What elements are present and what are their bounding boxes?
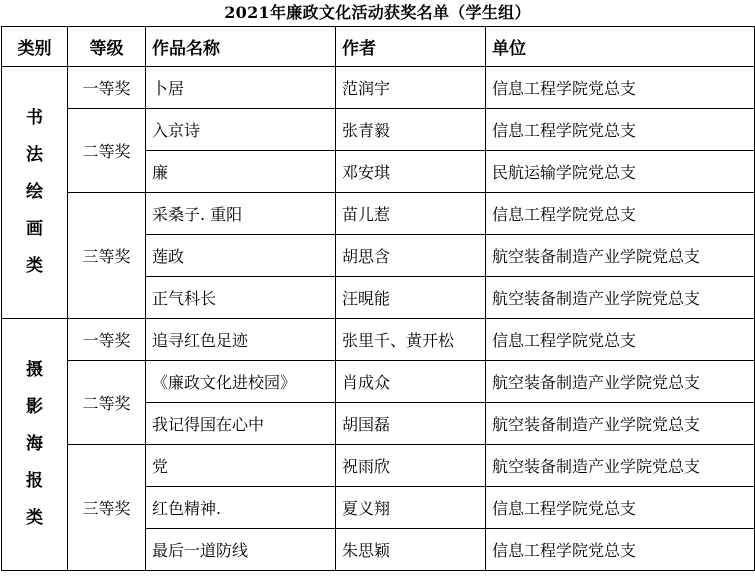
work-cell: 莲政 xyxy=(146,235,336,277)
work-cell: 党 xyxy=(146,445,336,487)
table-header-row xyxy=(2,27,755,67)
author-cell: 夏义翔 xyxy=(336,487,486,529)
unit-cell: 信息工程学院党总支 xyxy=(486,529,755,571)
work-cell: 红色精神. xyxy=(146,487,336,529)
author-cell: 祝雨欣 xyxy=(336,445,486,487)
work-cell: 入京诗 xyxy=(146,109,336,151)
work-cell: 正气科长 xyxy=(146,277,336,319)
category-char: 书 xyxy=(26,108,43,128)
work-cell: 卜居 xyxy=(146,67,336,109)
award-level-cell: 一等奖 xyxy=(68,67,146,109)
unit-cell: 信息工程学院党总支 xyxy=(486,67,755,109)
unit-cell: 航空装备制造产业学院党总支 xyxy=(486,361,755,403)
category-char: 绘 xyxy=(26,182,43,202)
author-cell: 张青毅 xyxy=(336,109,486,151)
page-title: 2021年廉政文化活动获奖名单（学生组） xyxy=(224,3,531,22)
category-char: 法 xyxy=(26,145,43,165)
award-level-cell: 三等奖 xyxy=(68,445,146,571)
table-body xyxy=(2,67,755,571)
author-cell: 胡思含 xyxy=(336,235,486,277)
author-cell: 苗儿惹 xyxy=(336,193,486,235)
unit-cell: 民航运输学院党总支 xyxy=(486,151,755,193)
category-char: 类 xyxy=(26,256,43,276)
category-char: 类 xyxy=(26,508,43,528)
header-work: 作品名称 xyxy=(146,27,336,67)
category-char: 报 xyxy=(26,471,43,491)
unit-cell: 信息工程学院党总支 xyxy=(486,109,755,151)
table-row xyxy=(2,361,755,403)
unit-cell: 航空装备制造产业学院党总支 xyxy=(486,403,755,445)
table-row xyxy=(2,109,755,151)
author-cell: 张里千、黄开松 xyxy=(336,319,486,361)
category-char: 影 xyxy=(26,397,43,417)
award-level-cell: 二等奖 xyxy=(68,109,146,193)
author-cell: 肖成众 xyxy=(336,361,486,403)
table-row xyxy=(2,193,755,235)
header-category: 类别 xyxy=(2,27,68,67)
category-char: 画 xyxy=(26,219,43,239)
category-cell xyxy=(2,319,68,571)
author-cell: 邓安琪 xyxy=(336,151,486,193)
category-cell xyxy=(2,67,68,319)
table-row xyxy=(2,319,755,361)
unit-cell: 信息工程学院党总支 xyxy=(486,193,755,235)
table-row xyxy=(2,67,755,109)
work-cell: 《廉政文化进校园》 xyxy=(146,361,336,403)
award-level-cell: 三等奖 xyxy=(68,193,146,319)
author-cell: 朱思颖 xyxy=(336,529,486,571)
unit-cell: 航空装备制造产业学院党总支 xyxy=(486,445,755,487)
header-unit: 单位 xyxy=(486,27,755,67)
awards-table xyxy=(1,26,755,571)
award-level-cell: 一等奖 xyxy=(68,319,146,361)
unit-cell: 信息工程学院党总支 xyxy=(486,487,755,529)
work-cell: 采桑子. 重阳 xyxy=(146,193,336,235)
category-label xyxy=(2,100,67,285)
category-char: 摄 xyxy=(26,360,43,380)
award-level-cell: 二等奖 xyxy=(68,361,146,445)
category-char: 海 xyxy=(26,434,43,454)
author-cell: 胡国磊 xyxy=(336,403,486,445)
work-cell: 我记得国在心中 xyxy=(146,403,336,445)
unit-cell: 航空装备制造产业学院党总支 xyxy=(486,277,755,319)
header-author: 作者 xyxy=(336,27,486,67)
unit-cell: 航空装备制造产业学院党总支 xyxy=(486,235,755,277)
work-cell: 追寻红色足迹 xyxy=(146,319,336,361)
header-level: 等级 xyxy=(68,27,146,67)
author-cell: 范润宇 xyxy=(336,67,486,109)
work-cell: 最后一道防线 xyxy=(146,529,336,571)
unit-cell: 信息工程学院党总支 xyxy=(486,319,755,361)
category-label xyxy=(2,352,67,537)
work-cell: 廉 xyxy=(146,151,336,193)
author-cell: 汪晛能 xyxy=(336,277,486,319)
table-row xyxy=(2,445,755,487)
